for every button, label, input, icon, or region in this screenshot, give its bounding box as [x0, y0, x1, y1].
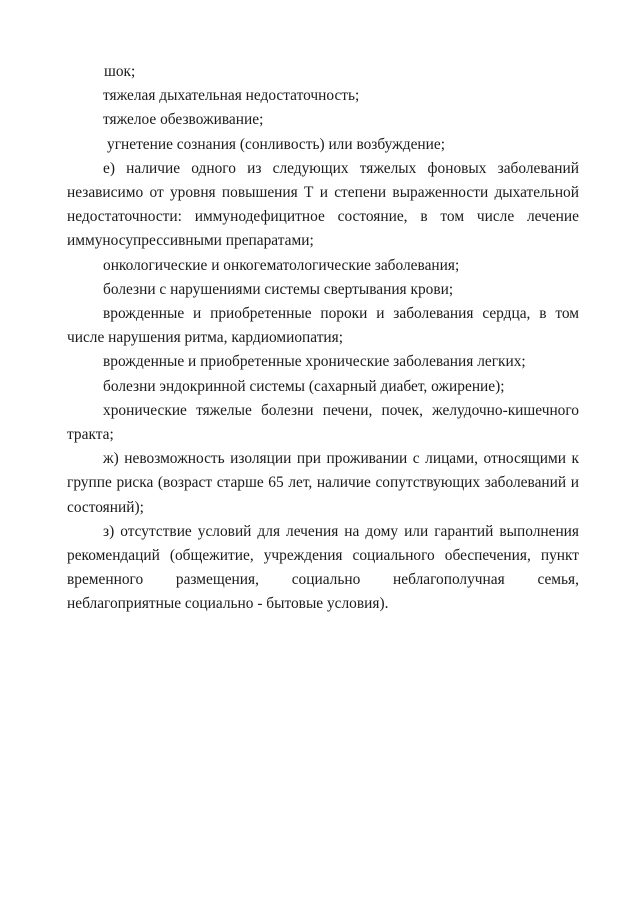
- paragraph-coagulation: болезни с нарушениями системы свертывания крови;: [103, 280, 454, 298]
- paragraph-shock: шок;: [104, 63, 136, 80]
- paragraph-item-z: з) отсутствие условий для лечения на дому или гарантий выполнения рекомендаций (общежитие, учреждения социального обеспечения, пункт временного размещения, социально неблагополучная семья, неблагоприятные социально - бытовые условия).: [67, 522, 579, 613]
- paragraph-oncology: онкологические и онкогематологические заболевания;: [103, 256, 460, 274]
- paragraph-item-e: е) наличие одного из следующих тяжелых фоновых заболеваний независимо от уровня повышения Т и степени выраженности дыхательной недостаточности: иммунодефицитное состояние, в том числе лечение иммуносупрессивными препаратами;: [67, 159, 579, 250]
- paragraph-consciousness: угнетение сознания (сонливость) или возбуждение;: [107, 135, 445, 153]
- paragraph-liver-kidney: хронические тяжелые болезни печени, почек, желудочно-кишечного тракта;: [67, 401, 579, 444]
- paragraph-item-zh: ж) невозможность изоляции при проживании с лицами, относящими к группе риска (возраст старше 65 лет, наличие сопутствующих заболеваний и состояний);: [67, 450, 579, 516]
- paragraph-endocrine: болезни эндокринной системы (сахарный диабет, ожирение);: [103, 377, 505, 395]
- paragraph-dehydration: тяжелое обезвоживание;: [103, 111, 264, 129]
- document-body: [67, 60, 579, 617]
- paragraph-respiratory-failure: тяжелая дыхательная недостаточность;: [103, 87, 360, 105]
- paragraph-heart: врожденные и приобретенные пороки и заболевания сердца, в том числе нарушения ритма, кардиомиопатия;: [67, 305, 579, 347]
- paragraph-lungs: врожденные и приобретенные хронические заболевания легких;: [103, 353, 526, 371]
